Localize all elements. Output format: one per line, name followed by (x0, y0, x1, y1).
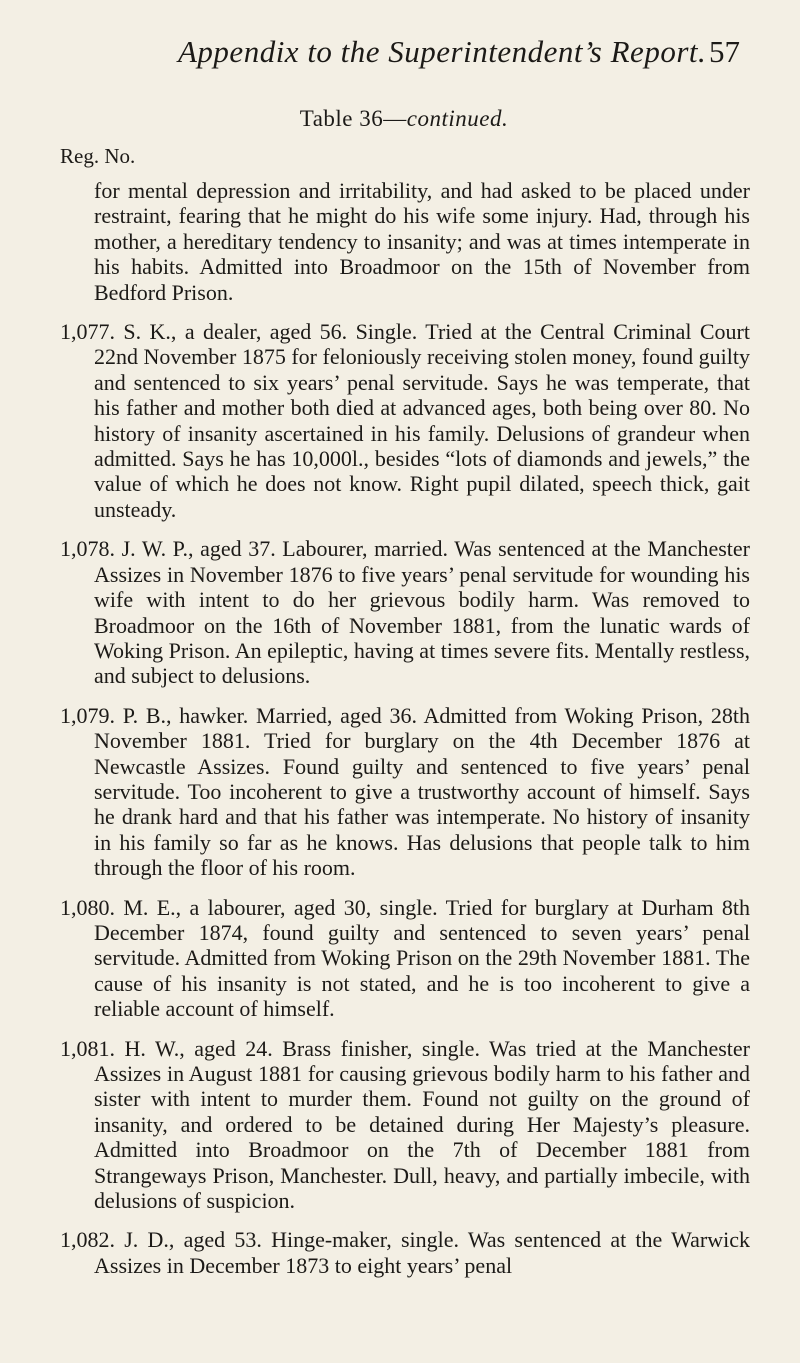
entry-1077 (60, 319, 750, 522)
case-entries (60, 178, 750, 1292)
table-title: Table 36— (299, 106, 407, 131)
entry-1078 (60, 536, 750, 688)
entry-text: J. D., aged 53. Hinge-maker, single. Was sentenced at the Warwick Assizes in December 1873 to eight years’ penal (94, 1227, 750, 1278)
entry-1079 (60, 703, 750, 881)
reg-number: 1,080. (60, 894, 115, 920)
reg-number: 1,079. (60, 702, 115, 728)
reg-number: 1,078. (60, 536, 115, 562)
reg-number: 1,082. (60, 1227, 115, 1253)
entry-1081 (60, 1036, 750, 1214)
table-continued: continued. (406, 106, 509, 131)
entry-continuation (60, 178, 750, 305)
entry-text: H. W., aged 24. Brass finisher, single. Was tried at the Manchester Assizes in August 1881 for causing grievous bodily harm to his father and sister with intent to murder them. Found not guilty on the ground of insanity, and ordered to be detained during Her Majesty’s pleasure. Admitted into Broadmoor on the 7th of December 1881 from Strangeways Prison, Manchester. Dull, heavy, and partially imbecile, with delusions of suspicion. (94, 1035, 751, 1214)
entry-text: for mental depression and irritability, and had asked to be placed under restraint, fearing that he might do his wife some injury. Had, through his mother, a hereditary tendency to insanity; and was at times intemperate in his habits. Admitted into Broadmoor on the 15th of November from Bedford Prison. (94, 178, 750, 305)
entry-text: S. K., a dealer, aged 56. Single. Tried at the Central Criminal Court 22nd November 1875 for feloniously receiving stolen money, found guilty and sentenced to six years’ penal servitude. Says he was temperate, that his father and mother both died at advanced ages, both being over 80. No history of insanity ascertained in his family. Delusions of grandeur when admitted. Says he has 10,000l., besides “lots of diamonds and jewels,” the value of which he does not know. Right pupil dilated, speech thick, gait unsteady. (94, 319, 751, 522)
running-header (0, 34, 800, 74)
entry-1082 (60, 1227, 750, 1278)
reg-number: 1,081. (60, 1035, 115, 1061)
entry-1080 (60, 895, 750, 1022)
entry-text: J. W. P., aged 37. Labourer, married. Was sentenced at the Manchester Assizes in November 1876 to five years’ penal servitude for wounding his wife with intent to do her grievous bodily harm. Was removed to Broadmoor on the 16th of November 1881, from the lunatic wards of Woking Prison. An epileptic, having at times severe fits. Mentally restless, and subject to delusions. (94, 536, 751, 689)
reg-number: 1,077. (60, 319, 115, 345)
entry-text: P. B., hawker. Married, aged 36. Admitted from Woking Prison, 28th November 1881. Tried for burglary on the 4th December 1876 at Newcastle Assizes. Found guilty and sentenced to five years’ penal servitude. Too incoherent to give a trustworthy account of himself. Says he drank hard and that his father was intemperate. No history of insanity in his family so far as he knows. Has delusions that people talk to him through the floor of his room. (94, 702, 750, 881)
running-title: Appendix to the Superintendent’s Report. (178, 34, 707, 69)
table-heading (0, 106, 800, 132)
reg-no-label: Reg. No. (60, 144, 136, 168)
entry-text: M. E., a labourer, aged 30, single. Tried for burglary at Durham 8th December 1874, found guilty and sentenced to seven years’ penal servitude. Admitted from Woking Prison on the 29th November 1881. The cause of his insanity is not stated, and he is too incoherent to give a reliable account of himself. (94, 894, 751, 1022)
page-number: 57 (709, 34, 740, 69)
